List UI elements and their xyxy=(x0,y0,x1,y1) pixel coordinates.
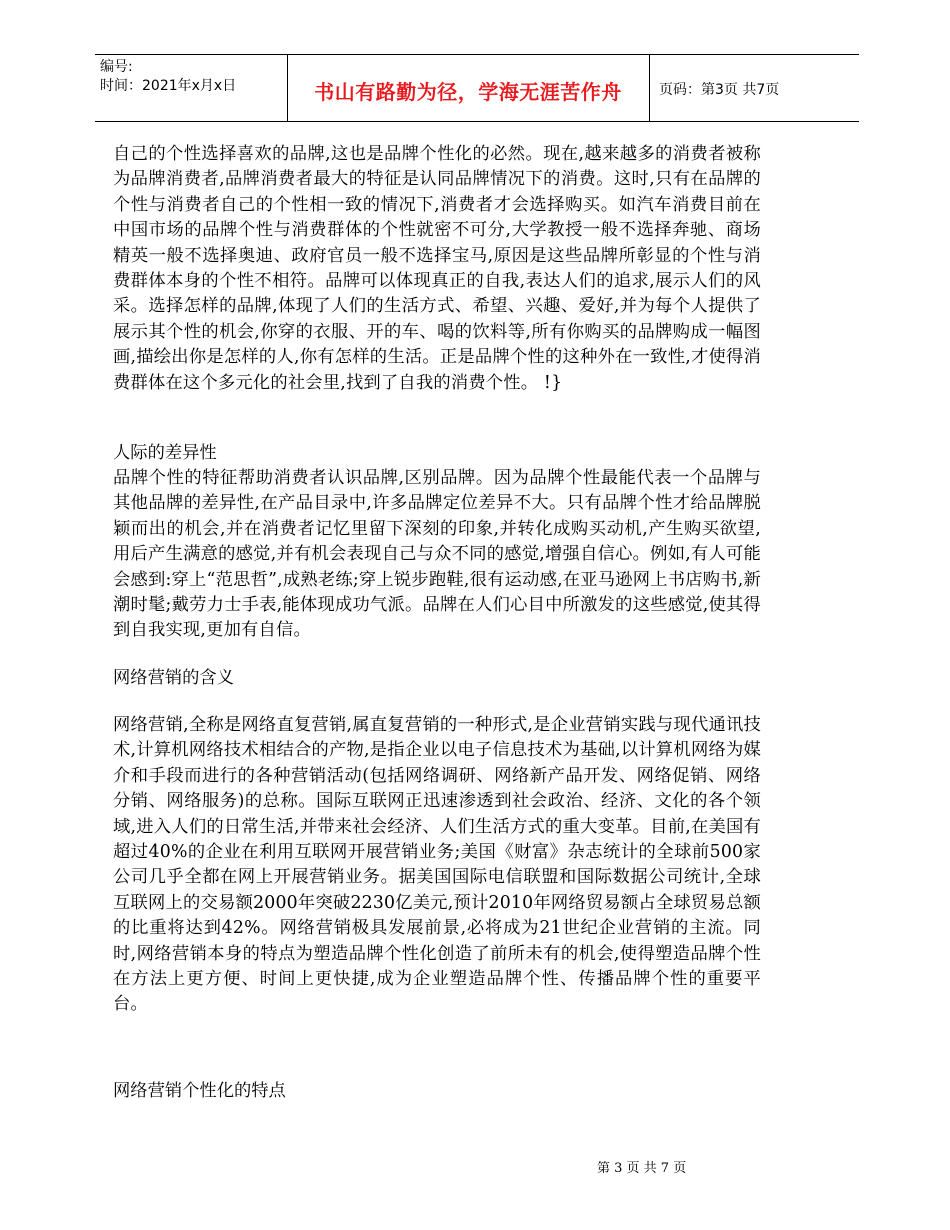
intro-paragraph: 自己的个性选择喜欢的品牌,这也是品牌个性化的必然。现在,越来越多的消费者被称为品牌消费者,品牌消费者最大的特征是认同品牌情况下的消费。这时,只有在品牌的个性与消费者自己的个性相一致的情况下,消费者才会选择购买。如汽车消费目前在中国市场的品牌个性与消费群体的个性就密不可分,大学教授一般不选择奔驰、商场精英一般不选择奥迪、政府官员一般不选择宝马,原因是这些品牌所彰显的个性与消费群体本身的个性不相符。品牌可以体现真正的自我,表达人们的追求,展示人们的风采。选择怎样的品牌,体现了人们的生活方式、希望、兴趣、爱好,并为每个人提供了展示其个性的机会,你穿的衣服、开的车、喝的饮料等,所有你购买的品牌购成一幅图画,描绘出你是怎样的人,你有怎样的生活。正是品牌个性的这种外在一致性,才使得消费群体在这个多元化的社会里,找到了自我的消费个性。 !} xyxy=(113,144,761,393)
document-time-label: 时间：2021年x月x日 xyxy=(100,78,237,94)
document-number-label: 编号: xyxy=(100,59,133,75)
header-divider-right xyxy=(649,54,650,121)
header-meta xyxy=(100,58,236,96)
footer-page-number: 第 3 页 共 7 页 xyxy=(597,1161,687,1176)
meaning-paragraph: 网络营销,全称是网络直复营销,属直复营销的一种形式,是企业营销实践与现代通讯技术,计算机网络技术相结合的产物,是指企业以电子信息技术为基础,以计算机网络为媒介和手段而进行的各种营销活动(包括网络调研、网络新产品开发、网络促销、网络分销、网络服务)的总称。国际互联网正迅速渗透到社会政治、经济、文化的各个领域,进入人们的日常生活,并带来社会经济、人们生活方式的重大变革。目前,在美国有超过40%的企业在利用互联网开展营销业务;美国《财富》杂志统计的全球前500家公司几乎全都在网上开展营销业务。据美国国际电信联盟和国际数据公司统计,全球互联网上的交易额2000年突破2230亿美元,预计2010年网络贸易额占全球贸易总额的比重将达到42%。网络营销极具发展前景,必将成为21世纪企业营销的主流。同时,网络营销本身的特点为塑造品牌个性化创造了前所未有的机会,使得塑造品牌个性在方法上更方便、时间上更快捷,成为企业塑造品牌个性、传播品牌个性的重要平台。 xyxy=(113,715,761,1015)
header-top-rule xyxy=(95,54,859,55)
header-page-indicator: 页码：第3页 共7页 xyxy=(659,82,780,98)
header-bottom-rule xyxy=(95,121,859,122)
heading-network-marketing-features: 网络营销个性化的特点 xyxy=(113,1081,286,1101)
header-motto: 书山有路勤为径，学海无涯苦作舟 xyxy=(314,80,622,104)
difference-paragraph: 品牌个性的特征帮助消费者认识品牌,区别品牌。因为品牌个性最能代表一个品牌与其他品牌的差异性,在产品目录中,许多品牌定位差异不大。只有品牌个性才给品牌脱颖而出的机会,并在消费者记忆里留下深刻的印象,并转化成购买动机,产生购买欲望,用后产生满意的感觉,并有机会表现自己与众不同的感觉,增强自信心。例如,有人可能会感到:穿上“范思哲”,成熟老练;穿上锐步跑鞋,很有运动感,在亚马逊网上书店购书,新潮时髦;戴劳力士手表,能体现成功气派。品牌在人们心目中所激发的这些感觉,使其得到自我实现,更加有自信。 xyxy=(113,468,761,641)
heading-interpersonal-difference: 人际的差异性 xyxy=(113,443,217,463)
intro-section xyxy=(113,142,761,396)
heading-network-marketing-meaning: 网络营销的含义 xyxy=(113,668,234,688)
